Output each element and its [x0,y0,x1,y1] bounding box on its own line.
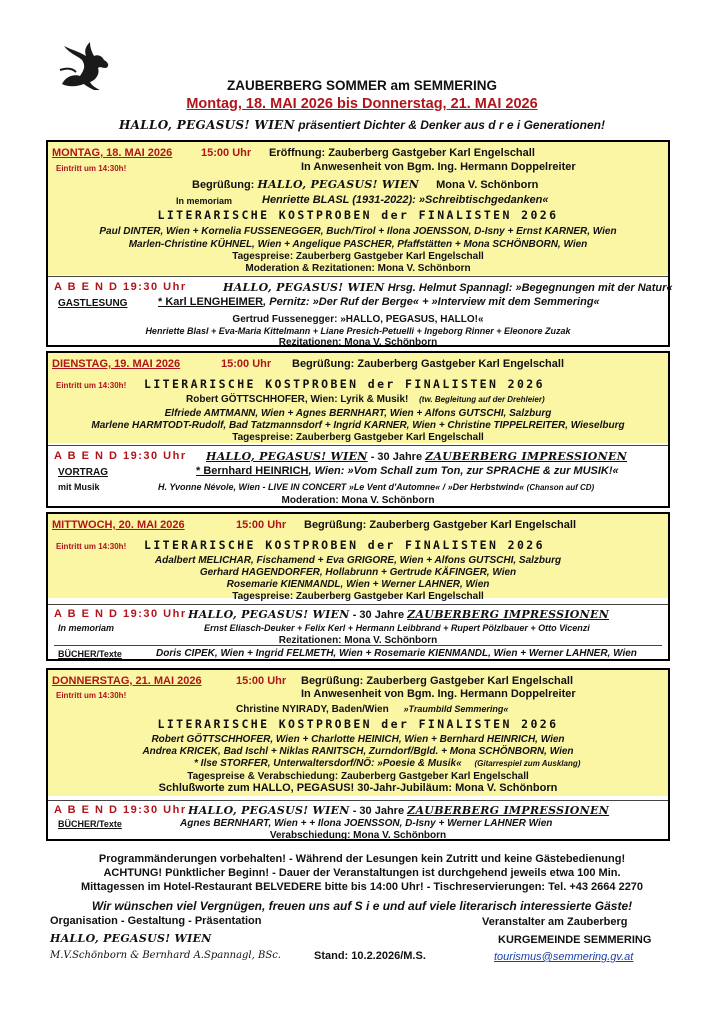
tuesday-lecture [196,465,619,478]
wednesday-books-label: BÜCHER/Texte [58,649,122,659]
evening-impressionen: ZAUBERBERG IMPRESSIONEN [425,450,628,463]
wednesday-finalists-2: Gerhard HAGENDORFER, Hollabrunn + Gertrude KÄFINGER, Wien [199,567,517,578]
tuesday-prizes: Tagespreise: Zauberberg Gastgeber Karl Engelschall [232,432,484,443]
wednesday-entry: Eintritt um 14:30h! [56,542,127,551]
monday-literary-heading: LITERARISCHE KOSTPROBEN der FINALISTEN 2026 [157,208,559,222]
lecture-text: , Wien: »Vom Schall zum Ton, zur SPRACHE & zur MUSIK!« [308,465,619,477]
tuesday-divider [48,445,668,446]
thursday-storfer [194,757,580,770]
thursday-section [46,668,670,841]
monday-prizes: Tagespreise: Zauberberg Gastgeber Karl Engelschall [232,251,484,262]
storfer-text: * Ilse STORFER, Unterwaltersdorf/NÖ: »Poesie & Musik« [194,758,462,769]
footer-org-brand: HALLO, PEGASUS! WIEN [50,932,212,945]
monday-authors: Henriette Blasl + Eva-Maria Kittelmann + Liane Presich-Petuelli + Ingeborg Rinner + Eleonore Zuzak [145,326,571,336]
wednesday-memoriam-label: In memoriam [58,623,115,633]
music-note: (Chanson auf CD) [526,483,595,492]
wednesday-literary-heading: LITERARISCHE KOSTPROBEN der FINALISTEN 2026 [144,538,545,552]
thursday-farewell: Verabschiedung: Mona V. Schönborn [269,830,447,841]
nyirady-name: Christine NYIRADY, Baden/Wien [236,704,389,715]
monday-presence: In Anwesenheit von Bgm. Ing. Hermann Doppelreiter [301,161,576,173]
tuesday-finalists-1: Elfriede AMTMANN, Wien + Agnes BERNHART, Wien + Alfons GUTSCHI, Salzburg [164,408,552,419]
thursday-nyirady [236,703,508,716]
monday-divider [48,276,668,277]
thursday-finalists-1: Robert GÖTTSCHHOFER, Wien + Charlotte HEINICH, Wien + Bernhard HEINRICH, Wien [151,734,565,745]
tuesday-date: DIENSTAG, 19. MAI 2026 [52,358,181,370]
footer-note-3: Mittagessen im Hotel-Restaurant BELVEDERE bitte bis 14:00 Uhr! - Tischreservierungen: Tel. +43 2664 2270 [80,881,644,893]
monday-event: Eröffnung: Zauberberg Gastgeber Karl Engelschall [269,147,535,159]
thursday-books-label: BÜCHER/Texte [58,819,122,829]
evening-separator: - 30 Jahre [349,609,408,621]
moderation-text: Moderation & Rezitationen: Mona V. Schönborn [245,263,471,274]
tuesday-lyrik [186,393,545,406]
page-title: ZAUBERBERG SOMMER am SEMMERING [226,78,498,93]
thursday-books-text: Agnes BERNHART, Wien + + Ilona JOENSSON, D-Isny + Werner LAHNER Wien [180,818,553,829]
thursday-entry: Eintritt um 14:30h! [56,691,127,700]
monday-memoriam-text: Henriette BLASL (1931-2022): »Schreibtischgedanken« [262,194,549,206]
music-text: H. Yvonne Névole, Wien - LIVE IN CONCERT »Le Vent d'Automne« / »Der Herbstwind« [158,482,525,492]
wednesday-evening-label: A B E N D 19:30 Uhr [54,608,187,620]
wednesday-finalists-1: Adalbert MELICHAR, Fischamend + Eva GRIGORE, Wien + Alfons GUTSCHI, Salzburg [154,555,562,566]
thursday-evening [188,804,609,818]
wednesday-finalists-3: Rosemarie KIENMANDL, Wien + Werner LAHNER, Wien [226,579,490,590]
tuesday-finalists-2: Marlene HARMTODT-Rudolf, Bad Tatzmannsdorf + Ingrid KARNER, Wien + Christine TIPPELREITER, Wieselburg [91,420,625,431]
date-range: Montag, 18. MAI 2026 bis Donnerstag, 21. MAI 2026 [186,96,538,112]
tuesday-music [158,481,594,494]
monday-entry: Eintritt um 14:30h! [56,164,127,173]
monday-guest-label: GASTLESUNG [58,298,128,309]
greeting-label: Begrüßung: [192,179,255,191]
tuesday-lecture-label: VORTRAG [58,467,108,478]
tuesday-section [46,351,670,508]
brand-name: HALLO, PEGASUS! WIEN [119,118,295,132]
footer-note-2: ACHTUNG! Pünktlicher Beginn! - Dauer der Veranstaltungen ist durchgehend jeweils etwa 100 Min. [103,867,621,879]
tuesday-moderation: Moderation: Mona V. Schönborn [281,495,435,506]
tuesday-event: Begrüßung: Zauberberg Gastgeber Karl Engelschall [292,358,564,370]
evening-impressionen: ZAUBERBERG IMPRESSIONEN [407,608,610,621]
evening-brand: HALLO, PEGASUS! WIEN [223,281,385,294]
monday-time: 15:00 Uhr [201,147,252,159]
footer-note-1: Programmänderungen vorbehalten! - Während der Lesungen kein Zutritt und keine Gästebedienung! [98,853,626,865]
monday-moderation [48,262,668,275]
monday-greeting [192,178,538,192]
monday-date: MONTAG, 18. MAI 2026 [52,147,173,159]
thursday-presence: In Anwesenheit von Bgm. Ing. Hermann Doppelreiter [301,688,576,700]
footer-status: Stand: 10.2.2026/M.S. [314,950,426,962]
tuesday-time: 15:00 Uhr [221,358,272,370]
monday-guest [158,296,600,309]
wednesday-books-text: Doris CIPEK, Wien + Ingrid FELMETH, Wien + Rosemarie KIENMANDL, Wien + Werner LAHNER, Wien [156,648,637,659]
wednesday-recitations: Rezitationen: Mona V. Schönborn [278,635,438,646]
footer-host-name: KURGEMEINDE SEMMERING [498,934,652,946]
tuesday-literary-heading: LITERARISCHE KOSTPROBEN der FINALISTEN 2026 [144,377,545,391]
subtitle-text: präsentiert Dichter & Denker aus d r e i Generationen! [298,118,605,132]
evening-brand: HALLO, PEGASUS! WIEN [206,450,368,463]
thursday-divider [48,800,668,801]
wednesday-memoriam-text: Ernst Eliasch-Deuker + Felix Kerl + Hermann Leibbrand + Rupert Pölzlbauer + Otto Vicenzi [204,623,590,633]
nyirady-text: »Traumbild Semmering« [403,704,509,714]
wednesday-evening [188,608,609,622]
footer-org-names: M.V.Schönborn & Bernhard A.Spannagl, BSc. [50,950,281,961]
subtitle-line [0,118,724,132]
evening-text: Hrsg. Helmut Spannagl: »Begegnungen mit der Natur« [387,282,673,294]
monday-gertrud: Gertrud Fussenegger: »HALLO, PEGASUS, HALLO!« [232,314,484,325]
tuesday-entry: Eintritt um 14:30h! [56,381,127,390]
monday-section [46,140,673,348]
wednesday-time: 15:00 Uhr [236,519,287,531]
thursday-finalists-2: Andrea KRICEK, Bad Ischl + Niklas RANITSCH, Zurndorf/Bgld. + Mona SCHÖNBORN, Wien [142,746,574,757]
evening-impressionen: ZAUBERBERG IMPRESSIONEN [407,804,610,817]
greeting-person: Mona V. Schönborn [436,179,539,191]
storfer-note: (Gitarrespiel zum Ausklang) [474,759,581,768]
lyrik-note: (tw. Begleitung auf der Drehleier) [419,395,545,404]
monday-recitations: Rezitationen: Mona V. Schönborn [278,337,438,348]
wednesday-event: Begrüßung: Zauberberg Gastgeber Karl Engelschall [304,519,576,531]
evening-brand: HALLO, PEGASUS! WIEN [188,608,350,621]
footer-org: Organisation - Gestaltung - Präsentation [50,915,262,927]
monday-memoriam-label: In memoriam [176,196,233,206]
footer-wish: Wir wünschen viel Vergnügen, freuen uns auf S i e und auf viele literarisch interessierte Gäste! [91,899,633,913]
tuesday-evening-label: A B E N D 19:30 Uhr [54,450,187,462]
evening-separator: - 30 Jahre [349,805,408,817]
lyrik-text: Robert GÖTTSCHHOFER, Wien: Lyrik & Musik! [186,394,409,405]
thursday-date: DONNERSTAG, 21. MAI 2026 [52,675,202,687]
footer-host-label: Veranstalter am Zauberberg [482,916,628,928]
wednesday-prizes: Tagespreise: Zauberberg Gastgeber Karl Engelschall [232,591,484,602]
thursday-event: Begrüßung: Zauberberg Gastgeber Karl Engelschall [301,675,573,687]
guest-name: * Karl LENGHEIMER [158,296,264,308]
tuesday-evening [206,450,627,464]
thursday-time: 15:00 Uhr [236,675,287,687]
footer-email-link[interactable]: tourismus@semmering.gv.at [494,951,634,963]
monday-finalists-2: Marlen-Christine KÜHNEL, Wien + Angelique PASCHER, Pfaffstätten + Mona SCHÖNBORN, Wien [128,239,588,250]
evening-separator: - 30 Jahre [367,451,426,463]
thursday-closing: Schlußworte zum HALLO, PEGASUS! 30-Jahr-Jubiläum: Mona V. Schönborn [158,782,558,794]
monday-evening-label: A B E N D 19:30 Uhr [54,281,187,293]
thursday-literary-heading: LITERARISCHE KOSTPROBEN der FINALISTEN 2026 [157,717,559,731]
wednesday-section [46,512,670,661]
monday-finalists-1: Paul DINTER, Wien + Kornelia FUSSENEGGER, Buch/Tirol + Ilona JOENSSON, D-Isny + Ernst KARNER, Wien [99,226,617,237]
evening-brand: HALLO, PEGASUS! WIEN [188,804,350,817]
thursday-prizes: Tagespreise & Verabschiedung: Zauberberg Gastgeber Karl Engelschall [187,771,529,782]
monday-evening [223,281,673,295]
lecture-name: * Bernhard HEINRICH [196,465,309,477]
thursday-evening-label: A B E N D 19:30 Uhr [54,804,187,816]
wednesday-divider-2 [54,645,662,646]
wednesday-date: MITTWOCH, 20. MAI 2026 [52,519,185,531]
guest-text: , Pernitz: »Der Ruf der Berge« + »Interview mit dem Semmering« [263,296,600,308]
greeting-brand: HALLO, PEGASUS! WIEN [257,178,420,191]
tuesday-music-label: mit Musik [58,482,100,492]
wednesday-divider [48,604,668,605]
